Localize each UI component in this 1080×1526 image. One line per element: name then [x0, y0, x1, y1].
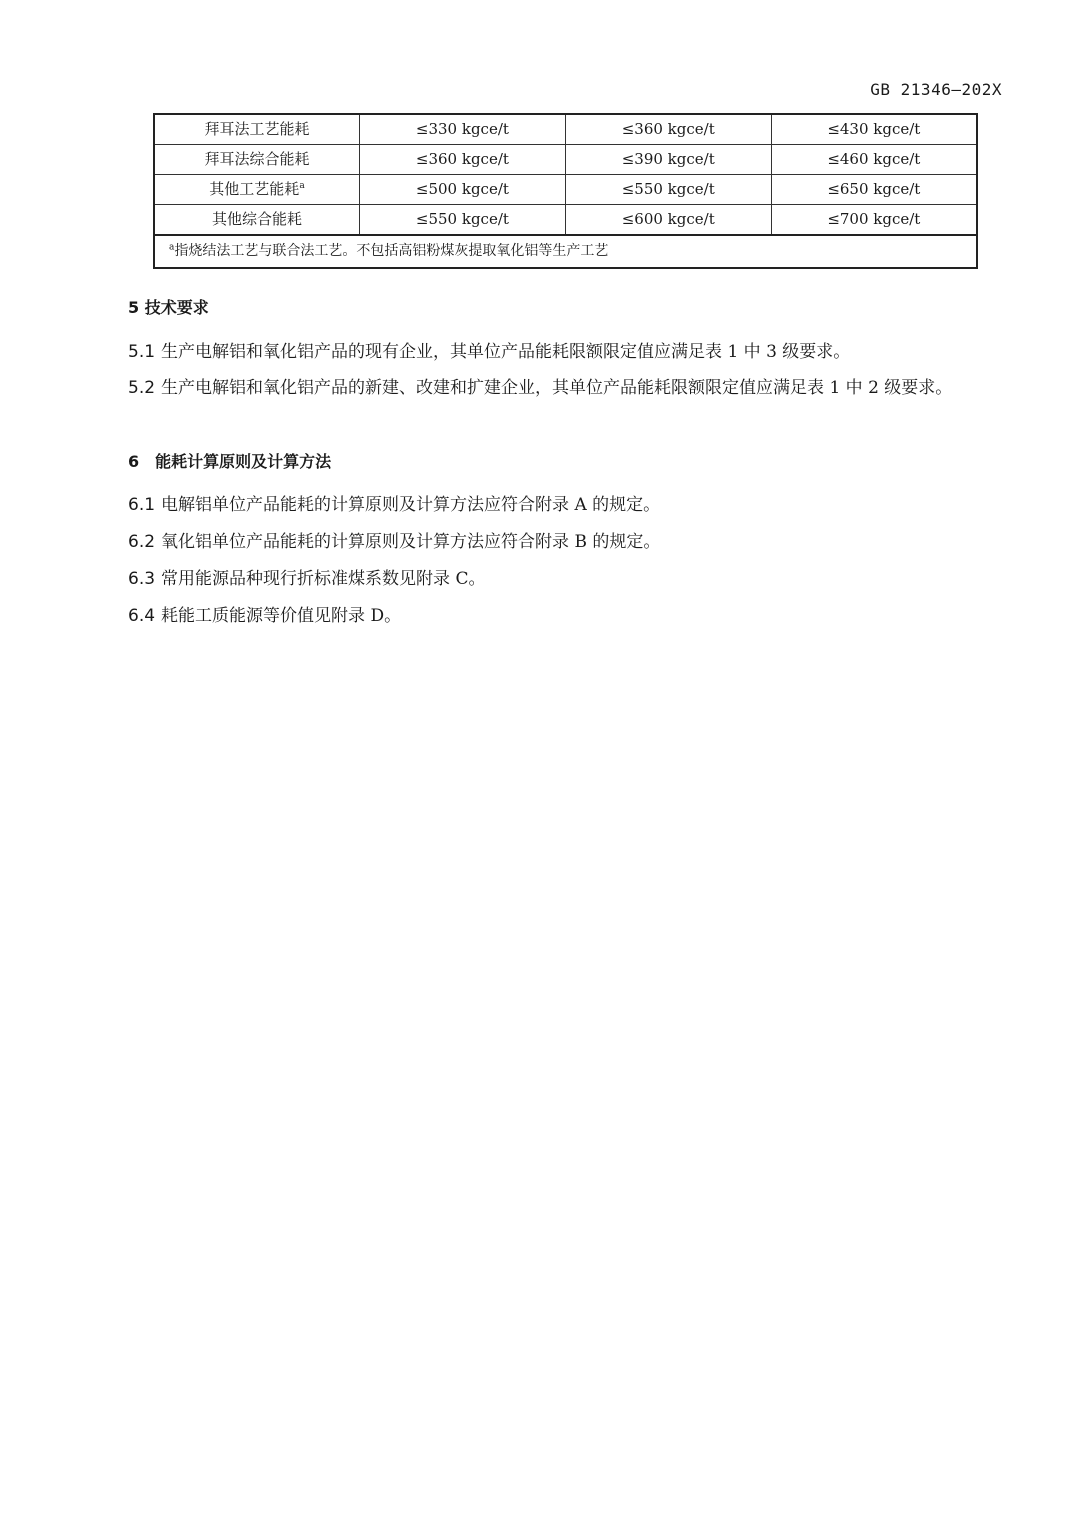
- clause-6-1: [128, 493, 1008, 517]
- clause-text: 电解铝单位产品能耗的计算原则及计算方法应符合附录 A 的规定。: [161, 495, 661, 515]
- row-label: 拜耳法工艺能耗: [154, 114, 360, 145]
- row-label: 其他工艺能耗$^a$: [154, 175, 360, 205]
- clause-6-4: [128, 604, 1008, 628]
- clause-number: 5.2: [128, 378, 156, 398]
- clause-number: 6.4: [128, 606, 156, 626]
- table-footnote-row: [154, 235, 977, 268]
- clause-6-3: [128, 567, 1008, 591]
- clause-5-2: [128, 376, 1008, 400]
- table-row: [154, 114, 977, 145]
- clause-5-1: [128, 340, 1008, 364]
- table-cell: ≤550 kgce/t: [565, 175, 771, 205]
- table-cell: ≤360 kgce/t: [565, 114, 771, 145]
- clause-number: 6.1: [128, 495, 156, 515]
- footnote-marker: a: [299, 181, 305, 191]
- clause-text: 耗能工质能源等价值见附录 D。: [161, 606, 402, 626]
- table-footnote: $^a$指烧结法工艺与联合法工艺。不包括高铝粉煤灰提取氧化铝等生产工艺: [154, 235, 977, 268]
- table-cell: ≤550 kgce/t: [360, 205, 566, 236]
- standard-code: GB 21346—202X: [870, 80, 1002, 99]
- row-label: 拜耳法综合能耗: [154, 145, 360, 175]
- clause-text: 常用能源品种现行折标准煤系数见附录 C。: [161, 569, 486, 589]
- clause-number: 5.1: [128, 342, 156, 362]
- table-cell: ≤500 kgce/t: [360, 175, 566, 205]
- table-cell: ≤360 kgce/t: [360, 145, 566, 175]
- section-5-heading: 5 技术要求: [128, 298, 209, 317]
- footnote-marker: a: [169, 242, 175, 253]
- table-cell: ≤700 kgce/t: [771, 205, 977, 236]
- clause-text: 生产电解铝和氧化铝产品的现有企业，其单位产品能耗限额限定值应满足表 1 中 3 级要求。: [161, 342, 851, 362]
- table-row: [154, 175, 977, 205]
- table-cell: ≤330 kgce/t: [360, 114, 566, 145]
- table-cell: ≤390 kgce/t: [565, 145, 771, 175]
- table-cell: ≤430 kgce/t: [771, 114, 977, 145]
- clause-text: 氧化铝单位产品能耗的计算原则及计算方法应符合附录 B 的规定。: [161, 532, 661, 552]
- row-label: 其他综合能耗: [154, 205, 360, 236]
- table-cell: ≤650 kgce/t: [771, 175, 977, 205]
- table-row: [154, 145, 977, 175]
- energy-limit-table: [153, 113, 978, 269]
- section-6-heading: 6 能耗计算原则及计算方法: [128, 452, 332, 471]
- table-cell: ≤460 kgce/t: [771, 145, 977, 175]
- clause-number: 6.2: [128, 532, 156, 552]
- clause-6-2: [128, 530, 1008, 554]
- table-row: [154, 205, 977, 236]
- table-cell: ≤600 kgce/t: [565, 205, 771, 236]
- table: [153, 113, 978, 269]
- clause-text: 生产电解铝和氧化铝产品的新建、改建和扩建企业，其单位产品能耗限额限定值应满足表 1 中 2 级要求。: [161, 378, 953, 398]
- clause-number: 6.3: [128, 569, 156, 589]
